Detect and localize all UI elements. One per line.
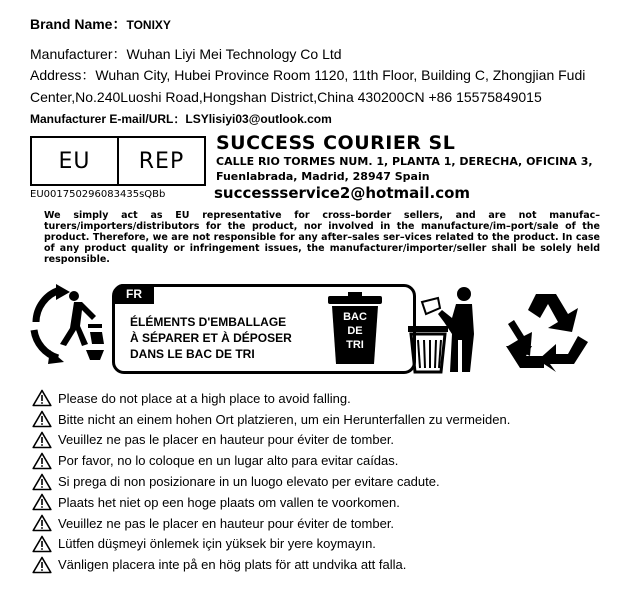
warning-triangle-icon [32,431,52,449]
fr-line-3: DANS LE BAC DE TRI [130,347,255,361]
warning-item [32,430,510,451]
eu-rep-box [30,136,206,186]
warning-text: Plaats het niet op een hoge plaats om vallen te voorkomen. [58,494,400,510]
triman-icon [30,284,108,366]
address-value: Wuhan City, Hubei Province Room 1120, 11th Floor, Building C, Zhongjian Fudi Center,No.240Luoshi Road,Hongshan District,China 430200CN +86 15575849015 [30,67,586,105]
warning-text: Lütfen düşmeyi önlemek için yüksek bir yere koymayın. [58,536,376,552]
recycle-icon [498,288,594,376]
fr-tag: FR [114,284,154,304]
warning-triangle-icon [32,410,52,428]
eu-rep-address: CALLE RIO TORMES NUM. 1, PLANTA 1, DERECHA, OFICINA 3, Fuenlabrada, Madrid, 28947 Spain [216,155,593,183]
brand-label: Brand Name： [30,16,127,32]
eu-rep-code: EU001750296083435sQBb [30,189,166,200]
warning-text: Veuillez ne pas le placer en hauteur pour éviter de tomber. [58,515,395,531]
eu-rep-company: SUCCESS COURIER SL [216,132,456,154]
fr-sorting-text [130,314,292,362]
fr-line-1: ÉLÉMENTS D'EMBALLAGE [130,315,287,329]
warning-triangle-icon [32,493,52,511]
manufacturer-label: Manufacturer： [30,46,127,62]
warning-item [32,492,510,513]
warning-item [32,534,510,555]
warning-triangle-icon [32,514,52,532]
warning-item [32,450,510,471]
warning-triangle-icon [32,473,52,491]
warning-triangle-icon [32,452,52,470]
manufacturer-line [30,44,342,64]
warning-text: Si prega di non posizionare in un luogo elevato per evitare cadute. [58,474,440,490]
bac-line-3: TRI [346,339,364,351]
warning-list [32,388,510,575]
warning-text: Please do not place at a high place to avoid falling. [58,390,351,406]
manufacturer-contact-line [30,110,332,127]
brand-value: TONIXY [126,18,171,32]
symbols-row [30,282,600,382]
warning-triangle-icon [32,535,52,553]
manufacturer-contact-value: LSYlisiyi03@outlook.com [185,112,332,126]
address-block [30,64,610,108]
eu-rep-box-rep: REP [117,138,204,184]
eu-rep-box-eu: EU [58,148,91,174]
bac-line-1: BAC [343,311,367,323]
manufacturer-value: Wuhan Liyi Mei Technology Co Ltd [126,46,342,62]
warning-item [32,388,510,409]
warning-item [32,554,510,575]
bac-line-2: DE [347,325,363,337]
brand-line [30,14,171,34]
disclaimer-text: We simply act as EU representative for cross–border sellers, and are not manufac–turers/importers/distributors for the product, nor involved in the manufacture/im–port/sale of the product. Therefore, we are not responsible for any after–sales ser–vices related to the product. In case of any product quality or infringement issues, the manufacturer/importer/seller shall be solely held responsible. [44,210,600,265]
warning-triangle-icon [32,389,52,407]
fr-line-2: À SÉPARER ET À DÉPOSER [130,331,292,345]
eu-rep-email: successservice2@hotmail.com [214,184,471,202]
warning-text: Vänligen placera inte på en hög plats för att undvika att falla. [58,557,407,573]
warning-item [32,409,510,430]
warning-item [32,513,510,534]
warning-item [32,471,510,492]
warning-triangle-icon [32,556,52,574]
address-label: Address： [30,67,96,83]
bac-de-tri-icon [326,292,384,366]
warning-text: Por favor, no lo coloque en un lugar alto para evitar caídas. [58,453,399,469]
manufacturer-contact-label: Manufacturer E-mail/URL： [30,112,186,126]
litter-bin-icon [404,284,484,374]
warning-text: Veuillez ne pas le placer en hauteur pour éviter de tomber. [58,432,395,448]
warning-text: Bitte nicht an einem hohen Ort platzieren, um ein Herunterfallen zu vermeiden. [58,411,511,427]
